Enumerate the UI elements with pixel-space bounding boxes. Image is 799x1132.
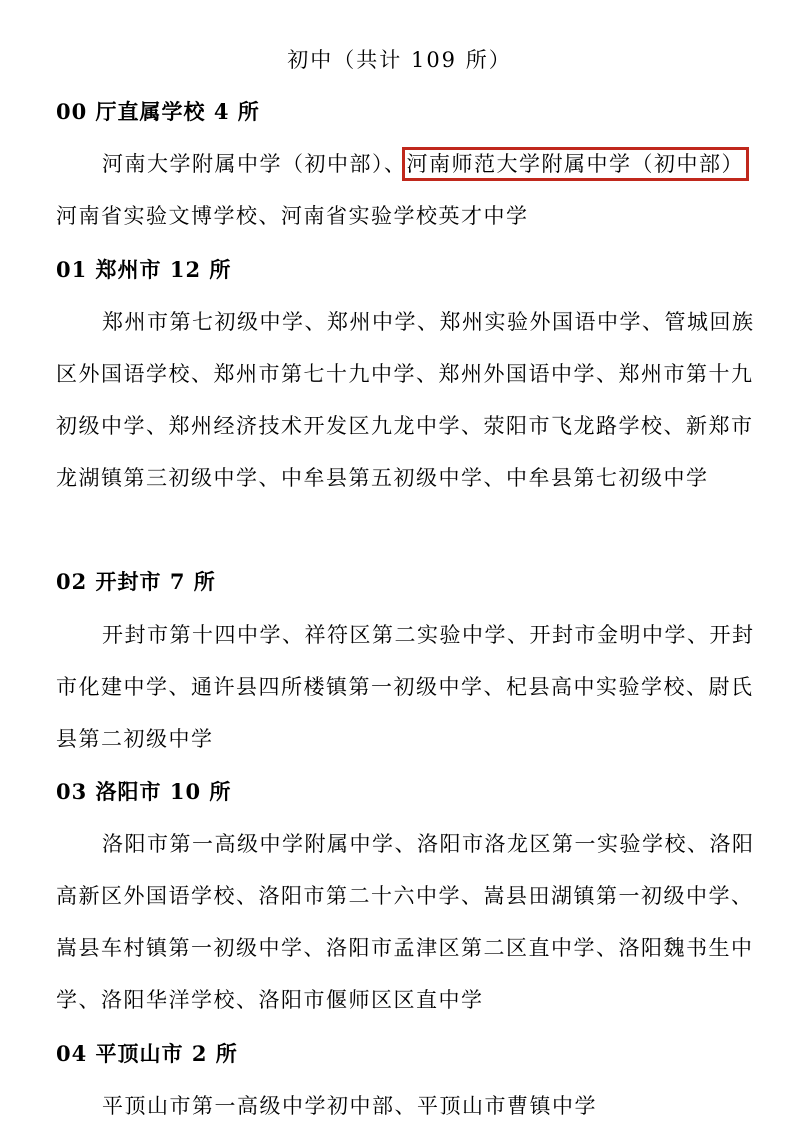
section-heading-03: 03 洛阳市 10 所	[56, 779, 232, 804]
section-heading-01: 01 郑州市 12 所	[56, 257, 232, 282]
section-heading-02: 02 开封市 7 所	[56, 569, 216, 594]
section-heading-04: 04 平顶山市 2 所	[56, 1041, 238, 1066]
section-paragraph-01: 郑州市第七初级中学、郑州中学、郑州实验外国语中学、管城回族区外国语学校、郑州市第七十九中学、郑州外国语中学、郑州市第十九初级中学、郑州经济技术开发区九龙中学、荥阳市飞龙路学校、新郑市龙湖镇第三初级中学、中牟县第五初级中学、中牟县第七初级中学	[56, 310, 755, 490]
document-title: 初中（共计 109 所）	[287, 48, 512, 72]
school-list-text: 河南省实验文博学校、河南省实验学校英才中学	[56, 204, 529, 228]
highlighted-school: 河南师范大学附属中学（初中部）	[406, 152, 744, 176]
section-paragraph-02: 开封市第十四中学、祥符区第二实验中学、开封市金明中学、开封市化建中学、通许县四所楼镇第一初级中学、杞县高中实验学校、尉氏县第二初级中学	[56, 623, 755, 751]
school-list-text: 河南大学附属中学（初中部）、	[102, 152, 407, 176]
section-paragraph-04: 平顶山市第一高级中学初中部、平顶山市曹镇中学	[102, 1094, 597, 1118]
section-heading-00: 00 厅直属学校 4 所	[56, 99, 260, 124]
section-paragraph-03: 洛阳市第一高级中学附属中学、洛阳市洛龙区第一实验学校、洛阳高新区外国语学校、洛阳市第二十六中学、嵩县田湖镇第一初级中学、嵩县车村镇第一初级中学、洛阳市孟津区第二区直中学、洛阳魏书生中学、洛阳华洋学校、洛阳市偃师区区直中学	[56, 832, 755, 1012]
section-paragraph-00	[56, 138, 761, 242]
